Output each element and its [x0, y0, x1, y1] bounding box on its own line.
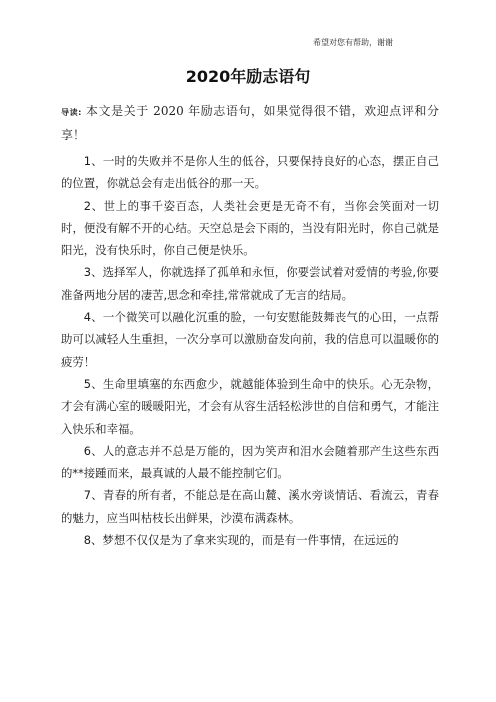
paragraph-2: 2、世上的事千姿百态，人类社会更是无奇不有，当你会笑面对一切时，便没有解不开的心结。天空总是会下雨的，当没有阳光时，你自己就是阳光，没有快乐时，你自己便是快乐。: [61, 198, 439, 258]
body-text: [61, 150, 439, 551]
intro-text: 本文是关于 2020 年励志语句，如果觉得很不错，欢迎点评和分享！: [61, 104, 440, 142]
header-note: 希望对您有帮助，谢谢: [313, 38, 393, 47]
page-title: 2020年励志语句: [185, 67, 311, 86]
paragraph-1: 1、一时的失败并不是你人生的低谷，只要保持良好的心态，摆正自己的位置，你就总会有走出低谷的那一天。: [61, 154, 439, 191]
paragraph-4: 4、一个微笑可以融化沉重的脸，一句安慰能鼓舞丧气的心田，一点帮助可以减轻人生重担，一次分享可以激励奋发向前，我的信息可以温暖你的疲劳！: [61, 310, 439, 369]
paragraph-7: 7、青春的所有者，不能总是在高山麓、溪水旁谈情话、看流云，青春的魅力，应当叫枯枝长出鲜果，沙漠布满森林。: [61, 488, 439, 525]
paragraph-8: 8、梦想不仅仅是为了拿来实现的，而是有一件事情，在远远的: [83, 533, 399, 548]
paragraph-3: 3、选择军人，你就选择了孤单和永恒，你要尝试着对爱情的考验,你要准备两地分居的凄苦,思念和牵挂,常常就成了无言的结局。: [61, 265, 439, 302]
intro-label: 导读:: [61, 108, 82, 117]
paragraph-5: 5、生命里填塞的东西愈少，就越能体验到生命中的快乐。心无杂物，才会有满心室的暖暖阳光，才会有从容生活轻松涉世的自信和勇气，才能注入快乐和幸福。: [61, 376, 439, 436]
paragraph-6: 6、人的意志并不总是万能的，因为笑声和泪水会随着那产生这些东西的**接踵而来，最真诚的人最不能控制它们。: [61, 443, 439, 481]
intro-paragraph: [61, 100, 439, 146]
